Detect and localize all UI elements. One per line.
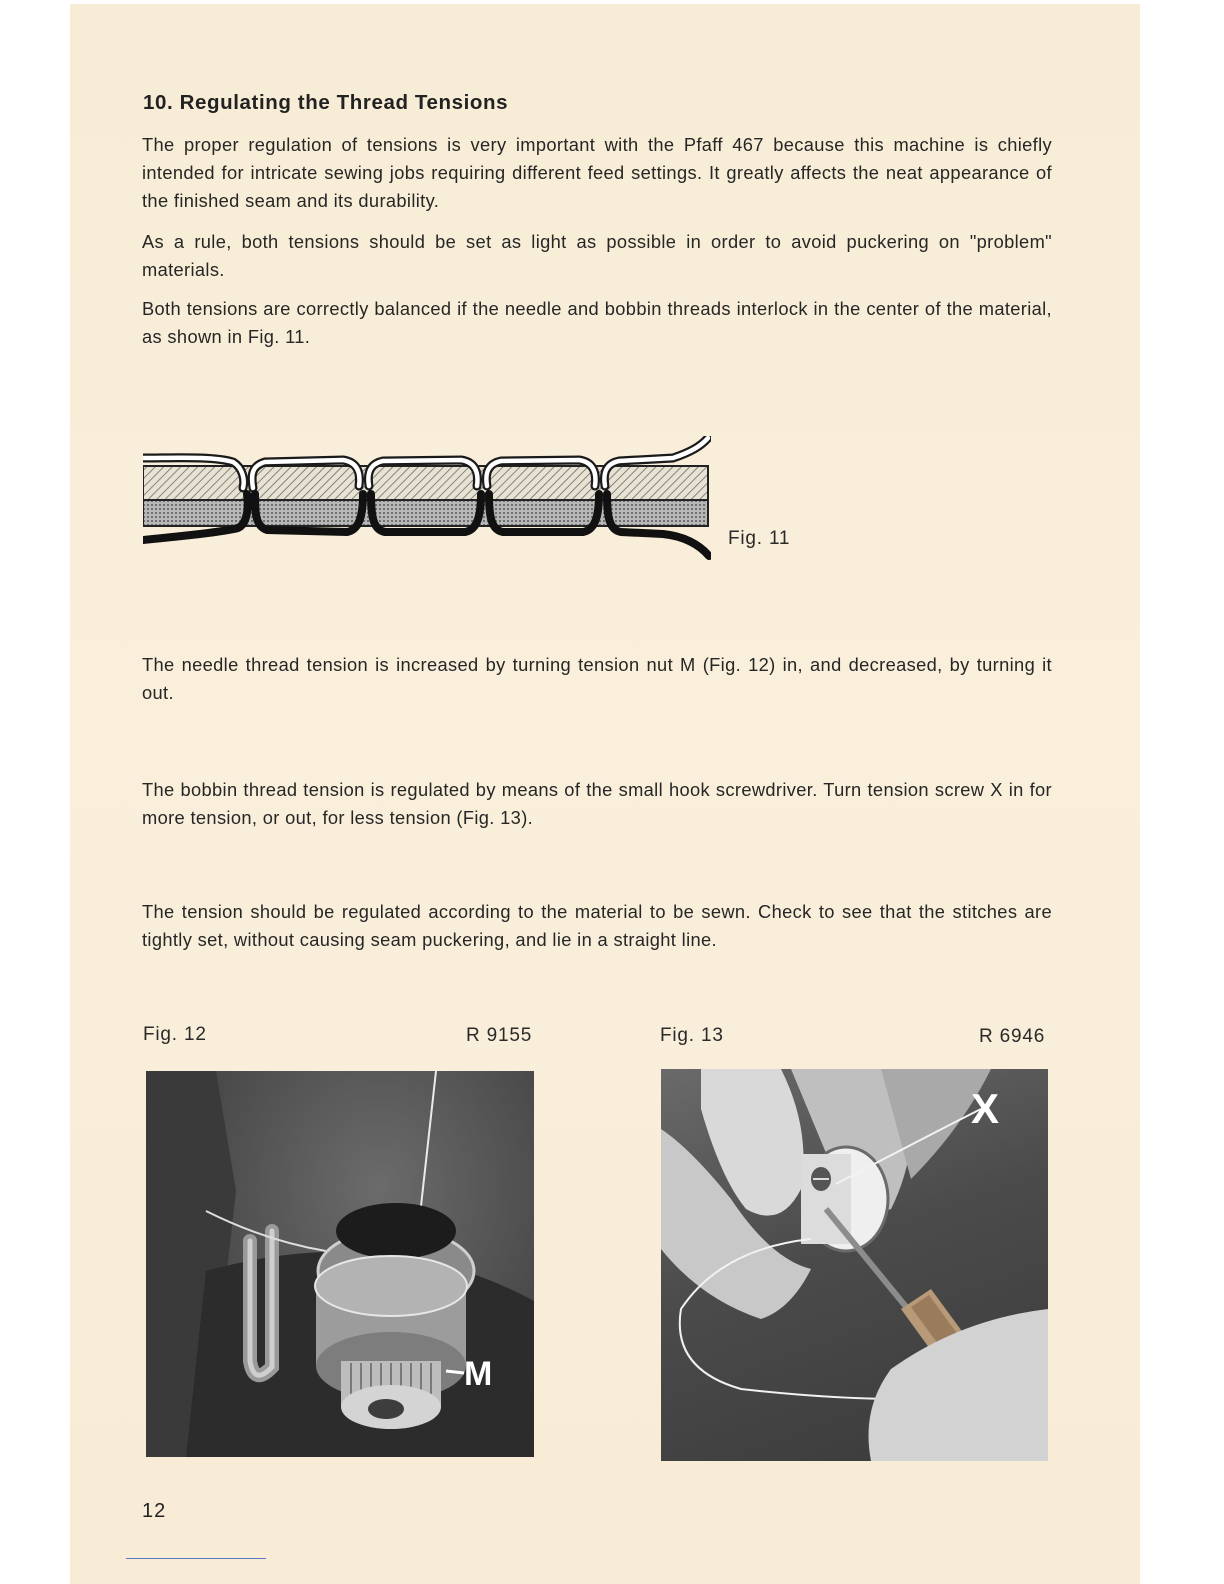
paragraph-5: The bobbin thread tension is regulated by means of the small hook screwdriver. Turn tension screw X in for more tension, or out, for less tension (Fig. 13). [142,779,1052,828]
tension-assembly-illustration [146,1071,534,1457]
paragraph-1: The proper regulation of tensions is very important with the Pfaff 467 because this machine is chiefly intended for intricate sewing jobs requiring different feed settings. It greatly affects the neat appearance of the finished seam and its durability. [142,134,1052,211]
fig12-ref: R 9155 [466,1025,533,1046]
section-heading: 10. Regulating the Thread Tensions [143,91,509,114]
footer-rule [126,1558,266,1559]
paragraph-3: Both tensions are correctly balanced if the needle and bobbin threads interlock in the center of the material, as shown in Fig. 11. [142,298,1052,347]
fig11-caption: Fig. 11 [728,528,791,549]
label-m: M [464,1355,493,1393]
label-x: X [971,1085,1000,1132]
page-number: 12 [142,1500,167,1522]
fig13-ref: R 6946 [979,1026,1046,1047]
paragraph-2: As a rule, both tensions should be set as light as possible in order to avoid puckering on "problem" materials. [142,231,1052,280]
fig13-caption: Fig. 13 [660,1025,724,1046]
paragraph-4: The needle thread tension is increased by turning tension nut M (Fig. 12) in, and decreased, by turning it out. [142,654,1052,703]
stitch-diagram [143,436,711,562]
fig13-photo [661,1069,1048,1461]
fig12-caption: Fig. 12 [143,1024,207,1045]
fig12-photo [146,1071,534,1457]
paragraph-6: The tension should be regulated according to the material to be sewn. Check to see that the stitches are tightly set, without causing seam puckering, and lie in a straight line. [142,901,1052,950]
